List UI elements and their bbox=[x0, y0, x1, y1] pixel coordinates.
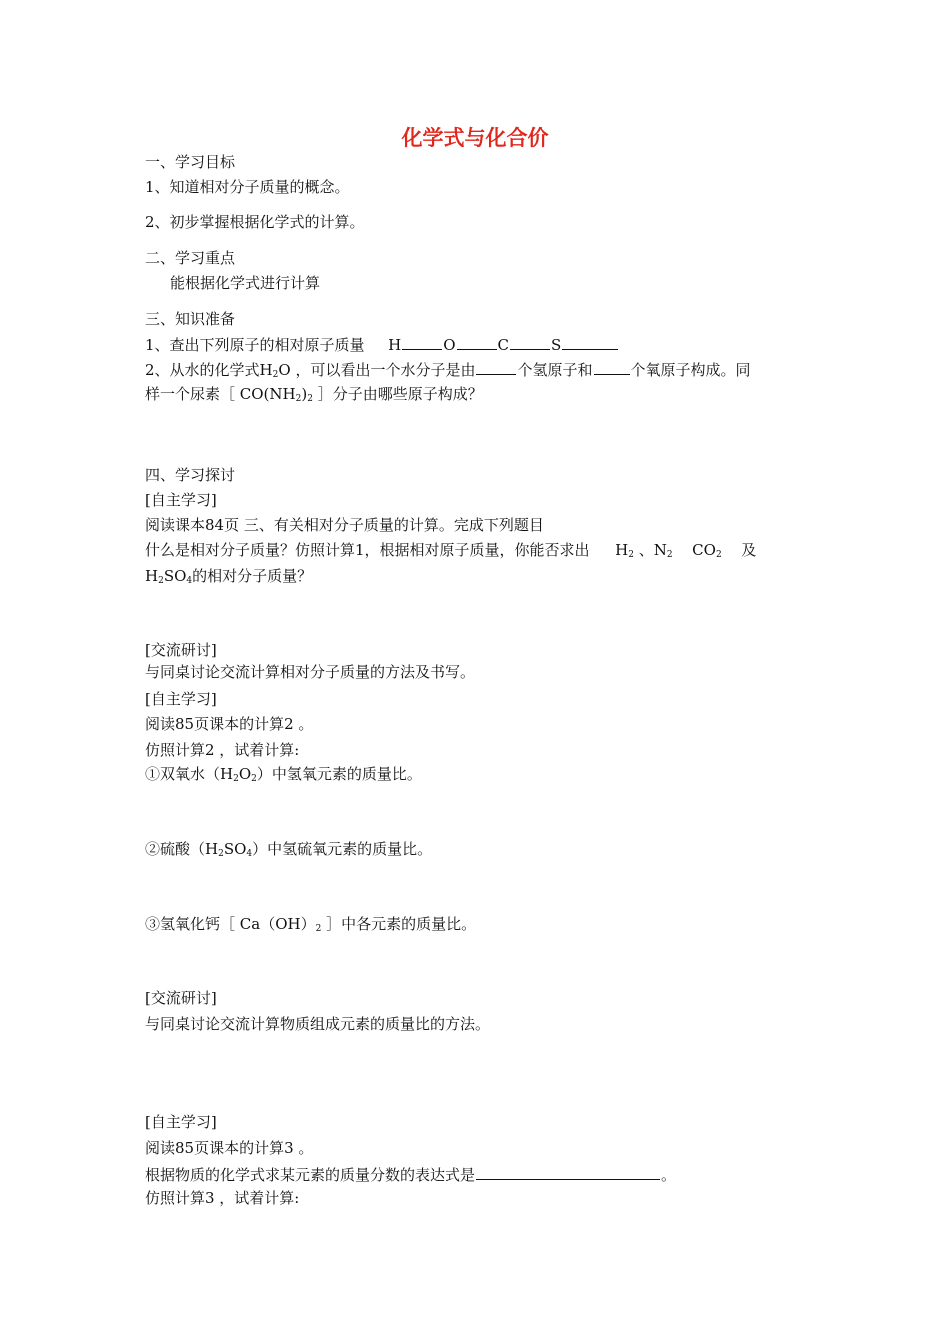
formula-question-text: 根据物质的化学式求某元素的质量分数的表达式是 bbox=[145, 1166, 476, 1184]
q2-part2: ，可以看出一个水分子是由 bbox=[295, 361, 476, 379]
section-heading-explore: 四、学习探讨 bbox=[145, 466, 236, 484]
p1-b: ）中氢氧元素的质量比。 bbox=[256, 765, 422, 783]
read-instruction-2: 阅读85页课本的计算2 。 bbox=[145, 715, 314, 733]
p3-b: ］中各元素的质量比。 bbox=[321, 915, 477, 933]
ask1-text: 什么是相对分子质量？仿照计算1，根据相对原子质量，你能否求出 bbox=[145, 541, 590, 559]
formula-n2-sub: 2 bbox=[666, 550, 673, 560]
formula-h2: H bbox=[615, 541, 629, 559]
self-study-label-1: [自主学习] bbox=[145, 491, 217, 509]
p2-sub-2: 4 bbox=[246, 849, 253, 859]
h2so4-so: SO bbox=[163, 567, 187, 585]
blank-h[interactable] bbox=[402, 334, 442, 350]
water-sub: 2 bbox=[272, 370, 279, 380]
q1-label-h: H bbox=[388, 336, 402, 354]
blank-o-count[interactable] bbox=[594, 359, 630, 375]
urea-b: ) bbox=[301, 385, 308, 403]
formula-question bbox=[145, 1164, 676, 1185]
q2-part3: 个氢原子和 bbox=[517, 361, 593, 379]
section-heading-prep: 三、知识准备 bbox=[145, 310, 236, 328]
page-title: 化学式与化合价 bbox=[401, 126, 549, 150]
water-o: O bbox=[278, 361, 291, 379]
prep-question-2-line-1 bbox=[145, 359, 751, 385]
q1-label-s: S bbox=[551, 336, 562, 354]
goal-item-2: 2、初步掌握根据化学式的计算。 bbox=[145, 213, 365, 231]
question-relative-mass-line-1 bbox=[145, 540, 756, 565]
blank-formula[interactable] bbox=[476, 1164, 660, 1180]
urea-sub-2: 2 bbox=[307, 394, 313, 404]
h2so4-h: H bbox=[145, 567, 159, 585]
q1-label-o: O bbox=[443, 336, 456, 354]
try-instruction-2: 仿照计算2 ，试着计算: bbox=[145, 741, 300, 759]
discussion-label-2: [交流研讨] bbox=[145, 989, 217, 1007]
discussion-text-2: 与同桌讨论交流计算物质组成元素的质量比的方法。 bbox=[145, 1015, 491, 1033]
problem-3 bbox=[145, 914, 476, 939]
p2-b: ）中氢硫氧元素的质量比。 bbox=[252, 840, 433, 858]
blank-s[interactable] bbox=[562, 334, 618, 350]
prep-question-2-line-2 bbox=[145, 384, 483, 409]
p2-m: SO bbox=[223, 840, 247, 858]
goal-item-1: 1、知道相对分子质量的概念。 bbox=[145, 178, 350, 196]
discussion-text-1: 与同桌讨论交流计算相对分子质量的方法及书写。 bbox=[145, 663, 476, 681]
q2-part4: 个氧原子构成。同 bbox=[630, 361, 751, 379]
urea-a: 样一个尿素［ CO(NH bbox=[145, 385, 296, 403]
p1-a: ①双氧水（H bbox=[145, 765, 234, 783]
ask1-end: 的相对分子质量？ bbox=[192, 567, 313, 585]
formula-period: 。 bbox=[661, 1166, 677, 1184]
water-h: H bbox=[259, 361, 273, 379]
formula-h2-sub: 2 bbox=[628, 550, 634, 560]
section-heading-goals: 一、学习目标 bbox=[145, 153, 236, 171]
formula-co2-sub: 2 bbox=[715, 550, 722, 560]
self-study-label-3: [自主学习] bbox=[145, 1113, 217, 1131]
self-study-label-2: [自主学习] bbox=[145, 690, 217, 708]
p1-sub-2: 2 bbox=[251, 774, 257, 784]
p1-m: O bbox=[238, 765, 252, 783]
and-text: 及 bbox=[741, 541, 757, 559]
discussion-label-1: [交流研讨] bbox=[145, 641, 217, 659]
p2-sub-1: 2 bbox=[218, 849, 224, 859]
h2so4-sub-1: 2 bbox=[158, 576, 164, 586]
read-instruction-1: 阅读课本84页 三、有关相对分子质量的计算。完成下列题目 bbox=[145, 516, 544, 534]
problem-2 bbox=[145, 839, 432, 864]
p2-a: ②硫酸（H bbox=[145, 840, 219, 858]
blank-c[interactable] bbox=[510, 334, 550, 350]
q2-part1: 2、从水的化学式 bbox=[145, 361, 260, 379]
blank-h-count[interactable] bbox=[476, 359, 516, 375]
p1-sub-1: 2 bbox=[233, 774, 239, 784]
problem-1 bbox=[145, 764, 422, 789]
p3-sub: 2 bbox=[315, 924, 322, 934]
q1-label-c: C bbox=[497, 336, 509, 354]
urea-sub-1: 2 bbox=[295, 394, 302, 404]
q1-text: 1、查出下列原子的相对原子质量 bbox=[145, 336, 365, 354]
question-relative-mass-line-2 bbox=[145, 566, 312, 591]
formula-n2: N bbox=[653, 541, 667, 559]
prep-question-1 bbox=[145, 334, 619, 355]
blank-o[interactable] bbox=[457, 334, 497, 350]
focus-text: 能根据化学式进行计算 bbox=[170, 274, 321, 292]
section-heading-focus: 二、学习重点 bbox=[145, 249, 236, 267]
try-instruction-3: 仿照计算3 ，试着计算: bbox=[145, 1189, 300, 1207]
urea-c: ］分子由哪些原子构成？ bbox=[312, 385, 483, 403]
sep-1: 、 bbox=[638, 541, 654, 559]
p3-a: ③氢氧化钙［ Ca（OH） bbox=[145, 915, 316, 933]
h2so4-sub-2: 4 bbox=[186, 576, 193, 586]
read-instruction-3: 阅读85页课本的计算3 。 bbox=[145, 1139, 314, 1157]
formula-co2: CO bbox=[692, 541, 716, 559]
